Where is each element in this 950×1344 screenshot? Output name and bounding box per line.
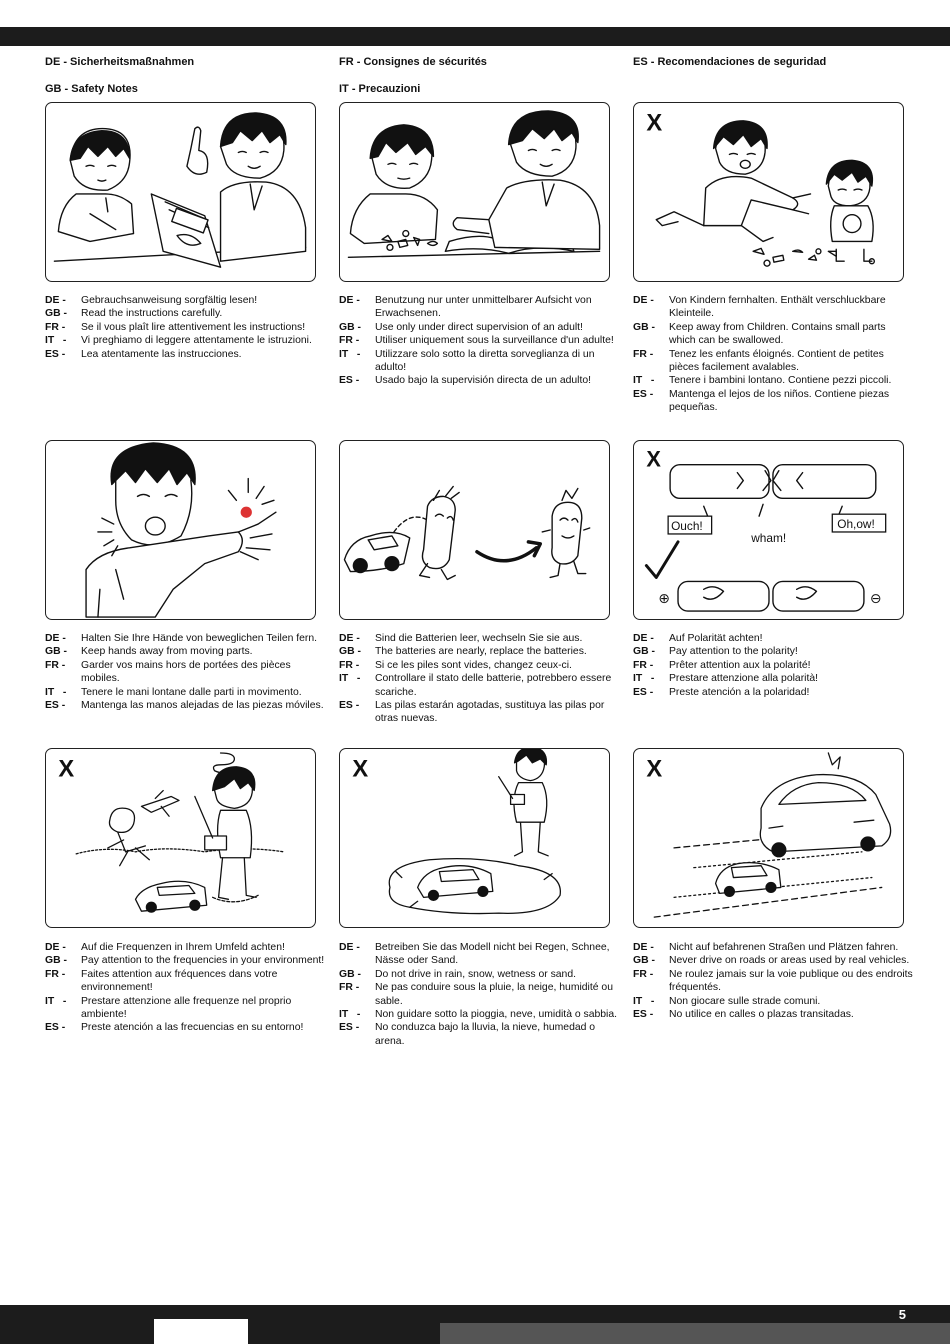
- note-row-de: DE - Auf Polarität achten!: [633, 632, 913, 645]
- note-text: Si ce les piles sont vides, changez ceux-ci.: [375, 659, 572, 671]
- note-text: Lea atentamente las instrucciones.: [81, 348, 242, 360]
- note-text: Garder vos mains hors de portées des pièces mobiles.: [81, 659, 291, 685]
- note-text: Non guidare sotto la pioggia, neve, umidità o sabbia.: [375, 1009, 618, 1021]
- note-row-es: ES - Preste atención a las frecuencias en su entorno!: [45, 1021, 325, 1034]
- note-text: Pay attention to the polarity!: [669, 646, 798, 658]
- note-text: Prestare attenzione alle frequenze nel proprio ambiente!: [81, 995, 292, 1021]
- note-text: Never drive on roads or areas used by real vehicles.: [669, 955, 910, 967]
- note-text: Utilizzare solo sotto la diretta sorveglianza di un adulto!: [375, 348, 595, 374]
- note-row-de: DE - Sind die Batterien leer, wechseln Sie sie aus.: [339, 632, 619, 645]
- note-row-gb: GB - Never drive on roads or areas used by real vehicles.: [633, 954, 913, 967]
- note-text: Ne roulez jamais sur la voie publique ou des endroits fréquentés.: [669, 968, 913, 994]
- heading-de: DE - Sicherheitsmaßnahmen: [45, 56, 195, 68]
- note-text: Mantenga las manos alejadas de las piezas móviles.: [81, 700, 324, 712]
- note-row-it: IT - Controllare il stato delle batterie, potrebbero essere scariche.: [339, 672, 619, 699]
- note-row-es: ES - Mantenga las manos alejadas de las piezas móviles.: [45, 700, 324, 712]
- heading-it: IT - Precauzioni: [339, 83, 421, 95]
- note-no-roads: [633, 941, 913, 1021]
- panel-no-rain-snow: [339, 748, 610, 928]
- note-row-gb: GB - Pay attention to the polarity!: [633, 645, 913, 658]
- note-text: Se il vous plaît lire attentivement les instructions!: [81, 321, 306, 333]
- note-row-fr: FR - Tenez les enfants éloignés. Contient de petites pièces facilement avalables.: [633, 348, 913, 375]
- note-text: Vi preghiamo di leggere attentamente le istruzioni.: [81, 335, 312, 347]
- note-row-it: IT - Non giocare sulle strade comuni.: [633, 995, 913, 1008]
- ouch-label: Ouch!: [671, 519, 703, 533]
- note-keep-away-children: [633, 294, 913, 415]
- note-text: Do not drive in rain, snow, wetness or sand.: [375, 968, 576, 980]
- heading-fr: FR - Consignes de sécurités: [339, 56, 487, 68]
- note-row-fr: FR - Prêter attention aux la polarité!: [633, 659, 913, 672]
- note-row-gb: GB - Keep hands away from moving parts.: [45, 645, 325, 658]
- note-row-es: ES - Las pilas estarán agotadas, sustituya las pilas por otras nuevas.: [339, 699, 619, 726]
- note-hands-away: [45, 632, 325, 712]
- note-text: Preste atención a las frecuencias en su entorno!: [81, 1022, 304, 1034]
- x-mark: X: [646, 756, 663, 783]
- note-text: Sind die Batterien leer, wechseln Sie sie aus.: [375, 633, 583, 644]
- panel-frequencies: [45, 748, 316, 928]
- note-row-gb: GB - Keep away from Children. Contains small parts which can be swallowed.: [633, 321, 913, 348]
- note-row-fr: FR - Si ce les piles sont vides, changez ceux-ci.: [339, 659, 619, 672]
- reading-instructions-illustration: [46, 103, 315, 281]
- note-text: Use only under direct supervision of an adult!: [375, 321, 583, 333]
- no-rain-snow-illustration: [340, 749, 609, 927]
- hands-away-illustration: [46, 441, 315, 619]
- note-read-instructions: [45, 294, 325, 361]
- adult-supervision-illustration: [340, 103, 609, 281]
- note-row-de: DE - Auf die Frequenzen in Ihrem Umfeld achten!: [45, 941, 325, 954]
- note-text: Auf Polarität achten!: [669, 633, 763, 644]
- note-text: The batteries are nearly, replace the batteries.: [375, 646, 587, 658]
- note-text: Utiliser uniquement sous la surveillance d'un adulte!: [375, 335, 614, 347]
- top-bar: [0, 27, 950, 46]
- note-text: Nicht auf befahrenen Straßen und Plätzen fahren.: [669, 942, 899, 953]
- note-text: Faites attention aux fréquences dans votre environnement!: [81, 968, 278, 994]
- note-text: Halten Sie Ihre Hände von beweglichen Teilen fern.: [81, 633, 318, 644]
- wham-label: wham!: [751, 530, 787, 545]
- note-row-gb: GB - Do not drive in rain, snow, wetness or sand.: [339, 968, 619, 981]
- note-row-de: DE - Nicht auf befahrenen Straßen und Plätzen fahren.: [633, 941, 913, 954]
- note-row-fr: FR - Se il vous plaît lire attentivement les instructions!: [45, 321, 325, 334]
- note-text: Tenere le mani lontane dalle parti in movimento.: [81, 686, 302, 698]
- panel-polarity: [633, 440, 904, 620]
- note-row-it: IT - Tenere le mani lontane dalle parti in movimento.: [45, 686, 325, 699]
- note-text: Usado bajo la supervisión directa de un adulto!: [375, 375, 592, 387]
- note-row-fr: FR - Faites attention aux fréquences dans votre environnement!: [45, 968, 325, 995]
- note-text: Non giocare sulle strade comuni.: [669, 995, 821, 1007]
- note-row-gb: GB - Use only under direct supervision of an adult!: [339, 321, 619, 334]
- note-text: Las pilas estarán agotadas, sustituya las pilas por otras nuevas.: [375, 700, 605, 725]
- note-row-it: IT - Prestare attenzione alle frequenze nel proprio ambiente!: [45, 995, 325, 1022]
- note-row-gb: GB - Read the instructions carefully.: [45, 307, 325, 320]
- note-text: Keep away from Children. Contains small parts which can be swallowed.: [669, 321, 886, 347]
- heading-gb: GB - Safety Notes: [45, 83, 138, 95]
- page-number: 5: [898, 1307, 906, 1322]
- note-text: Tenere i bambini lontano. Contiene pezzi piccoli.: [669, 375, 892, 387]
- note-row-fr: FR - Ne pas conduire sous la pluie, la neige, humidité ou sable.: [339, 981, 619, 1008]
- note-text: Keep hands away from moving parts.: [81, 646, 253, 658]
- note-text: Prêter attention aux la polarité!: [669, 659, 811, 671]
- panel-hands-away: [45, 440, 316, 620]
- no-roads-illustration: [634, 749, 903, 927]
- note-text: No conduzca bajo la lluvia, la nieve, humedad o arena.: [375, 1022, 596, 1047]
- note-row-gb: GB - Pay attention to the frequencies in your environment!: [45, 955, 325, 967]
- note-text: Pay attention to the frequencies in your environment!: [81, 955, 325, 967]
- note-row-de: DE - Gebrauchsanweisung sorgfältig lesen!: [45, 294, 325, 307]
- panel-no-roads: [633, 748, 904, 928]
- note-no-rain-snow: [339, 941, 619, 1048]
- note-text: Tenez les enfants éloignés. Contient de petites pièces facilement avalables.: [669, 348, 884, 374]
- note-row-es: ES - Mantenga el lejos de los niños. Contiene piezas pequeñas.: [633, 388, 913, 415]
- footer-gray-block: [440, 1323, 950, 1344]
- footer-white-block: [154, 1319, 248, 1344]
- note-row-it: IT - Non guidare sotto la pioggia, neve, umidità o sabbia.: [339, 1009, 618, 1021]
- note-polarity: [633, 632, 913, 699]
- x-mark: X: [58, 756, 75, 783]
- note-row-es: ES - No utilice en calles o plazas transitadas.: [633, 1008, 913, 1021]
- note-text: Preste atención a la polaridad!: [669, 686, 810, 698]
- note-row-fr: FR - Garder vos mains hors de portées des pièces mobiles.: [45, 659, 325, 686]
- plus-icon: ⊕: [658, 591, 670, 608]
- note-row-de: DE - Von Kindern fernhalten. Enthält verschluckbare Kleinteile.: [633, 294, 913, 321]
- panel-replace-batteries: [339, 440, 610, 620]
- note-row-es: ES - No conduzca bajo la lluvia, la nieve, humedad o arena.: [339, 1021, 619, 1048]
- note-text: Read the instructions carefully.: [81, 308, 223, 320]
- note-row-it: IT - Utilizzare solo sotto la diretta sorveglianza di un adulto!: [339, 348, 619, 375]
- note-row-it: IT - Vi preghiamo di leggere attentamente le istruzioni.: [45, 334, 325, 347]
- note-row-gb: GB - The batteries are nearly, replace the batteries.: [339, 645, 619, 658]
- panel-adult-supervision: [339, 102, 610, 282]
- note-row-es: ES - Usado bajo la supervisión directa de un adulto!: [339, 374, 619, 387]
- keep-away-children-illustration: [634, 103, 903, 281]
- note-row-fr: FR - Utiliser uniquement sous la surveillance d'un adulte!: [339, 334, 619, 347]
- note-text: Betreiben Sie das Modell nicht bei Regen, Schnee, Nässe oder Sand.: [375, 942, 610, 967]
- note-text: Von Kindern fernhalten. Enthält verschluckbare Kleinteile.: [669, 295, 886, 320]
- heading-es: ES - Recomendaciones de seguridad: [633, 56, 827, 68]
- x-mark: X: [646, 446, 661, 472]
- panel-keep-away-children: [633, 102, 904, 282]
- note-row-it: IT - Tenere i bambini lontano. Contiene pezzi piccoli.: [633, 374, 913, 387]
- minus-icon: ⊖: [869, 591, 882, 608]
- x-mark: X: [646, 110, 663, 137]
- frequencies-illustration: [46, 749, 315, 927]
- note-replace-batteries: [339, 632, 619, 726]
- note-row-de: DE - Betreiben Sie das Modell nicht bei Regen, Schnee, Nässe oder Sand.: [339, 941, 619, 968]
- note-row-de: DE - Benutzung nur unter unmittelbarer Aufsicht von Erwachsenen.: [339, 294, 619, 321]
- note-row-fr: FR - Ne roulez jamais sur la voie publique ou des endroits fréquentés.: [633, 968, 913, 994]
- x-mark: X: [352, 756, 369, 783]
- note-text: Auf die Frequenzen in Ihrem Umfeld achten!: [81, 942, 285, 953]
- note-row-it: IT - Prestare attenzione alla polarità!: [633, 672, 913, 685]
- note-frequencies: [45, 941, 325, 1035]
- polarity-illustration: [634, 441, 903, 619]
- note-text: Prestare attenzione alla polarità!: [669, 673, 819, 685]
- panel-read-instructions: [45, 102, 316, 282]
- note-text: Gebrauchsanweisung sorgfältig lesen!: [81, 295, 258, 306]
- note-text: Controllare il stato delle batterie, potrebbero essere scariche.: [375, 673, 612, 698]
- note-adult-supervision: [339, 294, 619, 388]
- note-row-es: ES - Lea atentamente las instrucciones.: [45, 348, 325, 361]
- note-text: Ne pas conduire sous la pluie, la neige, humidité ou sable.: [375, 982, 613, 1007]
- note-text: No utilice en calles o plazas transitadas.: [669, 1009, 854, 1021]
- replace-batteries-illustration: [340, 441, 609, 619]
- note-row-de: DE - Halten Sie Ihre Hände von beweglichen Teilen fern.: [45, 632, 325, 645]
- note-row-es: ES - Preste atención a la polaridad!: [633, 686, 913, 699]
- note-text: Mantenga el lejos de los niños. Contiene piezas pequeñas.: [669, 388, 890, 414]
- note-text: Benutzung nur unter unmittelbarer Aufsicht von Erwachsenen.: [375, 295, 592, 320]
- ohow-label: Oh,ow!: [837, 517, 875, 532]
